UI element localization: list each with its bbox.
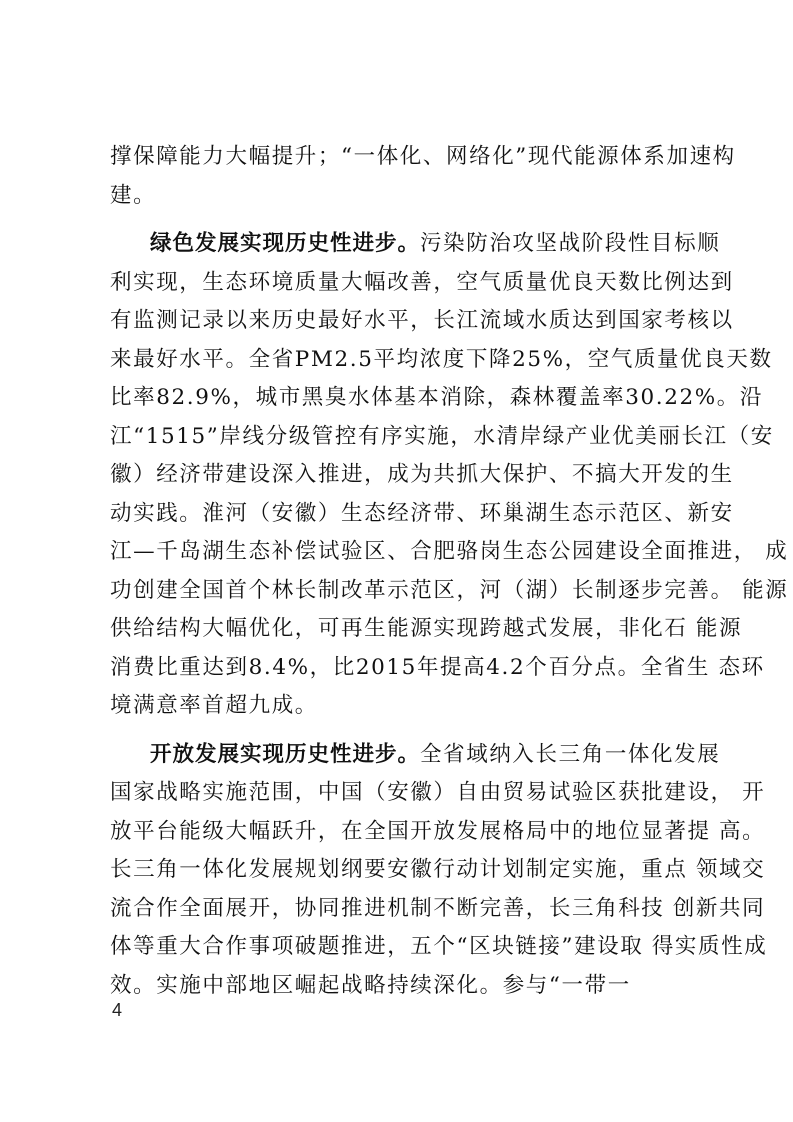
text-line: 江—千岛湖生态补偿试验区、合肥骆岗生态公园建设全面推进， 成 <box>110 539 789 564</box>
text-line: 动实践。淮河（安徽）生态经济带、环巢湖生态示范区、新安 <box>110 500 734 526</box>
text-line: 效。实施中部地区崛起战略持续深化。参与“一带一 <box>110 972 631 998</box>
text-line: 江“1515”岸线分级管控有序实施，水清岸绿产业优美丽长江（安 <box>110 423 774 449</box>
paragraph-first-line <box>110 225 721 264</box>
text-line: 徽）经济带建设深入推进，成为共抓大保护、不搞大开发的生 <box>110 462 734 487</box>
section-heading: 绿色发展实现历史性进步。 <box>150 231 421 256</box>
text-line: 撑保障能力大幅提升；“一体化、网络化”现代能源体系加速构 <box>110 144 736 169</box>
text-line: 境满意率首超九成。 <box>110 693 318 718</box>
text-line: 建。 <box>110 182 157 208</box>
text-line: 来最好水平。全省PM2.5平均浓度下降25%，空气质量优良天数 <box>110 346 773 372</box>
paragraph-first-line <box>110 736 721 775</box>
text-line: 放平台能级大幅跃升，在全国开放发展格局中的地位显著提 高。 <box>110 818 766 844</box>
page-number: 4 <box>112 1000 123 1020</box>
text-line: 比率82.9%，城市黑臭水体基本消除，森林覆盖率30.22%。沿 <box>110 385 763 410</box>
section-heading: 开放发展实现历史性进步。 <box>150 741 421 767</box>
text-line: 体等重大合作事项破题推进，五个“区块链接”建设取 得实质性成 <box>110 934 768 959</box>
text-line: 长三角一体化发展规划纲要安徽行动计划制定实施，重点 领域交 <box>110 857 766 882</box>
paragraph-green-development <box>110 225 789 726</box>
paragraph-energy-support <box>110 138 736 215</box>
text-line: 国家战略实施范围，中国（安徽）自由贸易试验区获批建设， 开 <box>110 780 766 805</box>
text-line: 流合作全面展开，协同推进机制不断完善，长三角科技 创新共同 <box>110 895 766 921</box>
text-span: 全省域纳入长三角一体化发展 <box>420 741 721 767</box>
paragraph-open-development <box>110 736 768 1006</box>
text-line: 利实现，生态环境质量大幅改善，空气质量优良天数比例达到 <box>110 269 734 295</box>
text-span: 污染防治攻坚战阶段性目标顺 <box>420 231 721 256</box>
text-line: 功创建全国首个林长制改革示范区，河（湖）长制逐步完善。 能源 <box>110 577 789 603</box>
document-body <box>110 138 789 1005</box>
text-line: 有监测记录以来历史最好水平，长江流域水质达到国家考核以 <box>110 308 734 333</box>
text-line: 消费比重达到8.4%，比2015年提高4.2个百分点。全省生 态环 <box>110 654 765 680</box>
text-line: 供给结构大幅优化，可再生能源实现跨越式发展，非化石 能源 <box>110 616 743 641</box>
